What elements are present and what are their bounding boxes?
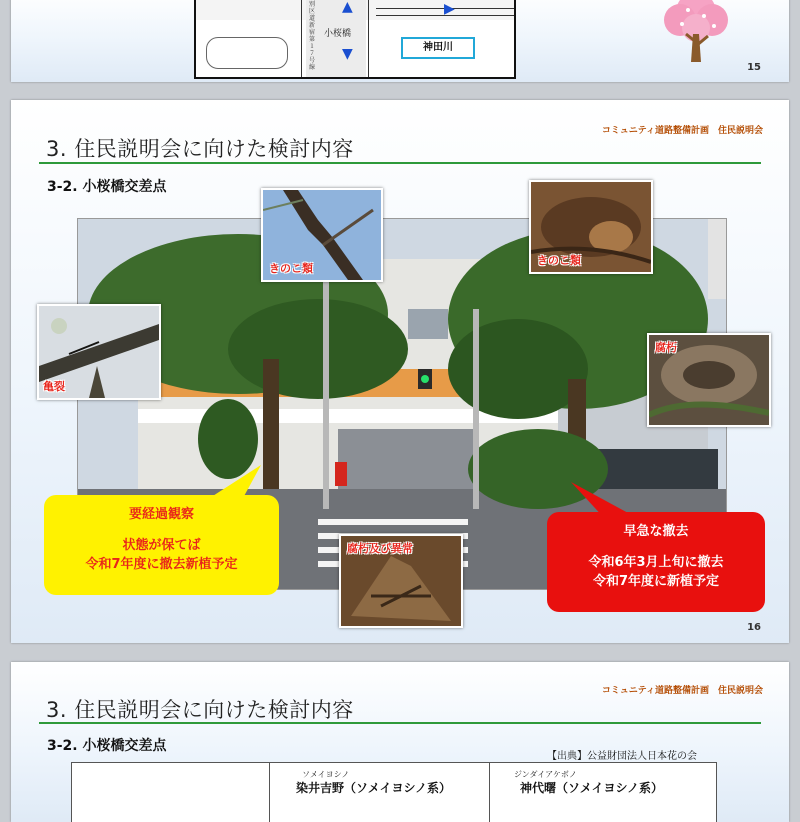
header-org: コミュニティ道路整備計画 住民説明会 [601, 686, 763, 696]
inset-photo-mushroom-right [529, 180, 653, 274]
header-org: コミュニティ道路整備計画 住民説明会 [601, 126, 763, 136]
building-outline [206, 37, 288, 69]
page-title: 3. 住民説明会に向けた検討内容 [46, 137, 354, 161]
callout-observation-line2: 令和7年度に撤去新植予定 [85, 557, 238, 572]
page-title: 3. 住民説明会に向けた検討内容 [46, 698, 354, 722]
slide-17 [11, 662, 789, 822]
callout-observation [44, 495, 279, 595]
bridge-label: 小桜橋 [324, 29, 352, 39]
callout-urgent-removal [547, 512, 765, 612]
column-name: 染井吉野（ソメイヨシノ系） [296, 781, 452, 795]
callout-urgent-line1: 令和6年3月上旬に撤去 [588, 555, 724, 570]
river-label: 神田川 [401, 37, 475, 59]
column-name: 神代曙（ソメイヨシノ系） [520, 781, 664, 795]
cherry-variety-table [71, 762, 717, 822]
slide-16 [11, 100, 789, 643]
road-name-label: 別区道新宿第１７号線 [309, 1, 316, 71]
inset-label-mushroom-left: きのこ類 [269, 262, 313, 275]
column-ruby: ジンダイアケボノ [514, 770, 577, 779]
section-subtitle: 3-2. 小桜橋交差点 [47, 179, 167, 195]
inset-label-bottom: 腐朽及び異常 [347, 542, 413, 555]
arrow-right-icon: ▶ [444, 1, 455, 17]
page-number: 16 [747, 622, 761, 633]
callout-observation-line1: 状態が保てば [122, 538, 201, 553]
inset-photo-decay [647, 333, 771, 427]
table-column-jindai [489, 763, 717, 822]
title-underline [39, 162, 761, 164]
table-column-somei [269, 763, 490, 822]
page-number: 15 [747, 62, 761, 73]
callout-urgent-heading: 早急な撤去 [623, 524, 689, 539]
arrow-up-icon: ▲ [342, 0, 353, 15]
column-ruby: ソメイヨシノ [302, 770, 350, 779]
inset-label-decay: 腐朽 [655, 341, 677, 354]
arrow-down-icon: ▼ [342, 46, 353, 62]
source-citation: 【出典】公益財団法人日本花の会 [547, 751, 697, 762]
slide-15 [11, 0, 789, 82]
callout-observation-heading: 要経過観察 [128, 507, 194, 522]
inset-label-crack: 亀裂 [43, 380, 65, 393]
inset-photo-crack [37, 304, 161, 400]
inset-photo-bottom [339, 534, 463, 628]
inset-label-mushroom-right: きのこ類 [537, 254, 581, 267]
title-underline [39, 722, 761, 724]
section-subtitle: 3-2. 小桜橋交差点 [47, 738, 167, 754]
callout-urgent-line2: 令和7年度に新植予定 [592, 574, 720, 589]
cherry-blossom-illustration [656, 0, 736, 68]
inset-photo-mushroom-left [261, 188, 383, 282]
location-map [194, 0, 516, 79]
